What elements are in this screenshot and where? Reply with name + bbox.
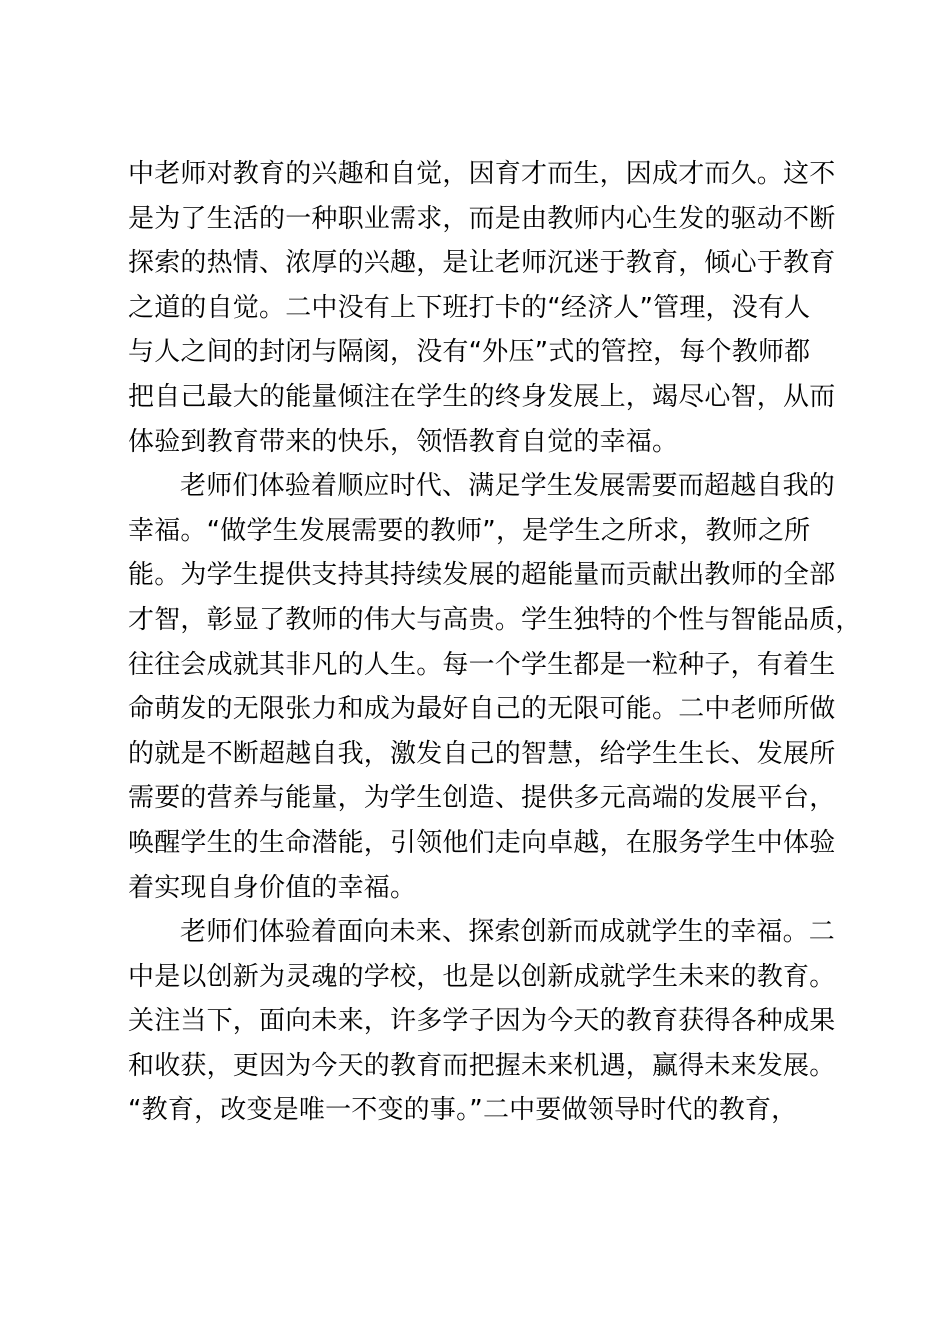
paragraph-start-line: 老师们体验着面向未来、探索创新而成就学生的幸福。二 [180, 917, 836, 948]
text-line: 和收获，更因为今天的教育而把握未来机遇，赢得未来发展。 [128, 1050, 836, 1081]
text-line: 需要的营养与能量，为学生创造、提供多元高端的发展平台， [128, 783, 836, 814]
text-line: 能。为学生提供支持其持续发展的超能量而贡献出教师的全部 [128, 560, 836, 591]
text-line: 与人之间的封闭与隔阂，没有“外压”式的管控，每个教师都 [128, 337, 811, 368]
text-line: 幸福。“做学生发展需要的教师”，是学生之所求，教师之所 [128, 515, 811, 546]
text-line: 着实现自身价值的幸福。 [128, 872, 417, 903]
text-line: 中老师对教育的兴趣和自觉，因育才而生，因成才而久。这不 [128, 159, 836, 189]
text-line: 之道的自觉。二中没有上下班打卡的“经济人”管理，没有人 [128, 292, 811, 323]
text-line: 的就是不断超越自我，激发自己的智慧，给学生生长、发展所 [128, 738, 836, 769]
text-line: “教育，改变是唯一不变的事。”二中要做领导时代的教育， [128, 1095, 798, 1126]
text-line: 中是以创新为灵魂的学校，也是以创新成就学生未来的教育。 [128, 961, 836, 992]
text-line: 命萌发的无限张力和成为最好自己的无限可能。二中老师所做 [128, 694, 836, 725]
text-line: 探索的热情、浓厚的兴趣，是让老师沉迷于教育，倾心于教育 [128, 248, 836, 279]
text-line: 才智，彰显了教师的伟大与高贵。学生独特的个性与智能品质， [128, 604, 862, 635]
text-line: 关注当下，面向未来，许多学子因为今天的教育获得各种成果 [128, 1006, 836, 1037]
text-line: 是为了生活的一种职业需求，而是由教师内心生发的驱动不断 [128, 203, 836, 234]
text-line: 把自己最大的能量倾注在学生的终身发展上，竭尽心智，从而 [128, 381, 836, 412]
body-text [128, 152, 862, 1133]
text-line: 体验到教育带来的快乐，领悟教育自觉的幸福。 [128, 426, 679, 457]
paragraph-start-line: 老师们体验着顺应时代、满足学生发展需要而超越自我的 [180, 471, 836, 502]
text-line: 往往会成就其非凡的人生。每一个学生都是一粒种子，有着生 [128, 649, 836, 680]
text-line: 唤醒学生的生命潜能，引领他们走向卓越，在服务学生中体验 [128, 827, 836, 858]
